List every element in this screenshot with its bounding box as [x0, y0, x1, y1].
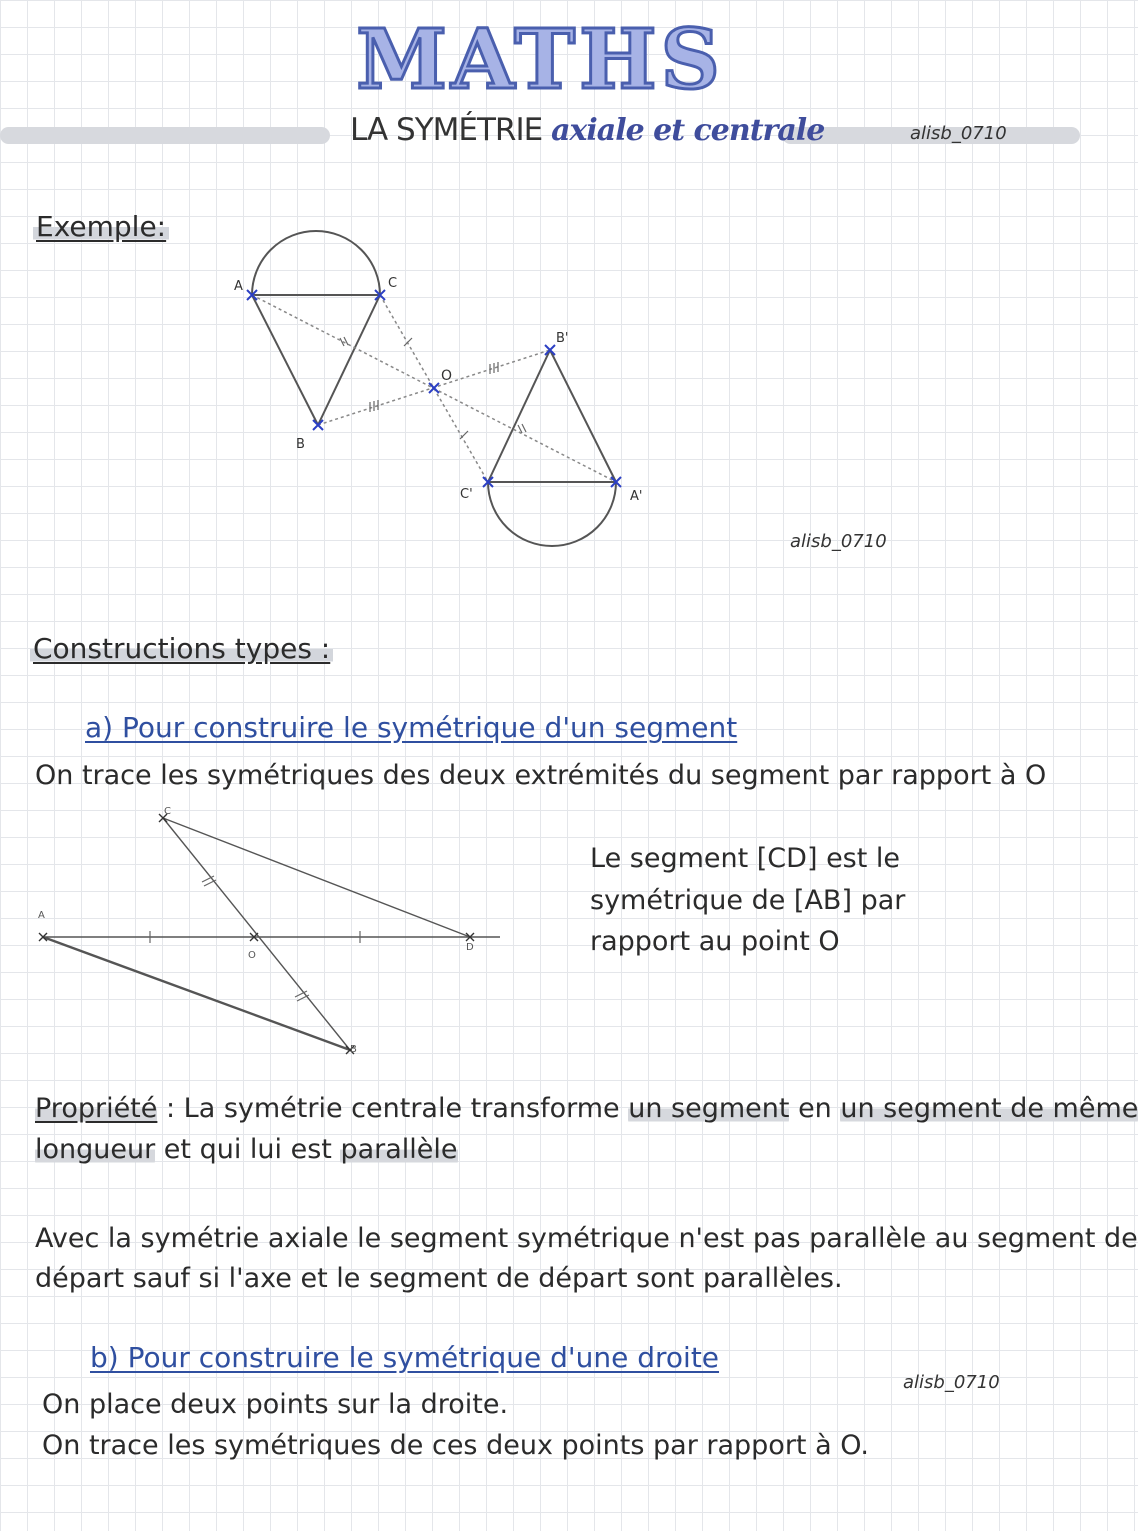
page-subtitle: [350, 112, 824, 148]
segment-note-line-1: Le segment [CD] est le: [590, 843, 901, 874]
droite-section-title: b) Pour construire le symétrique d'une droite: [90, 1341, 720, 1374]
central-symmetry-example-figure: [220, 220, 660, 560]
header-band-left: [0, 127, 330, 144]
axiale-line-1: Avec la symétrie axiale le segment symétrique n'est pas parallèle au segment de: [35, 1223, 1138, 1254]
label-O: O: [441, 368, 453, 384]
droite-line-1: On place deux points sur la droite.: [42, 1389, 509, 1420]
watermark-droite: alisb_0710: [903, 1372, 1000, 1393]
label-A-prime: A': [630, 489, 643, 504]
seg-label-O: O: [248, 950, 256, 961]
axiale-line-2: départ sauf si l'axe et le segment de départ sont parallèles.: [35, 1263, 843, 1294]
seg-label-B: B: [350, 1044, 357, 1055]
seg-label-A: A: [38, 910, 45, 921]
segment-note-line-3: rapport au point O: [590, 926, 840, 957]
constructions-heading: Constructions types :: [30, 632, 333, 665]
label-C-prime: C': [460, 487, 473, 502]
segment-instruction: On trace les symétriques des deux extrémités du segment par rapport à O: [35, 760, 1047, 791]
label-B-prime: B': [556, 331, 569, 346]
label-B: B: [296, 437, 305, 452]
segment-section-title: a) Pour construire le symétrique d'un segment: [85, 711, 738, 744]
propriete-line-1: Propriété : La symétrie centrale transforme un segment en un segment de même: [35, 1093, 1138, 1124]
droite-line-2: On trace les symétriques de ces deux points par rapport à O.: [42, 1430, 869, 1461]
label-C: C: [388, 276, 398, 291]
subtitle-script: axiale et centrale: [551, 113, 825, 148]
seg-label-C: C: [164, 806, 171, 817]
subtitle-plain: LA SYMÉTRIE: [350, 112, 543, 148]
exemple-heading: Exemple:: [33, 210, 169, 243]
watermark-top: alisb_0710: [910, 123, 1007, 144]
segment-note-line-2: symétrique de [AB] par: [590, 885, 906, 916]
propriete-line-2: longueur et qui lui est parallèle: [35, 1134, 458, 1165]
label-A: A: [234, 279, 243, 294]
seg-label-D: D: [466, 942, 474, 953]
segment-symmetry-figure: [30, 800, 510, 1065]
page-title: MATHS: [356, 12, 724, 108]
watermark-exemple: alisb_0710: [790, 531, 887, 552]
propriete-label: Propriété: [35, 1093, 158, 1124]
